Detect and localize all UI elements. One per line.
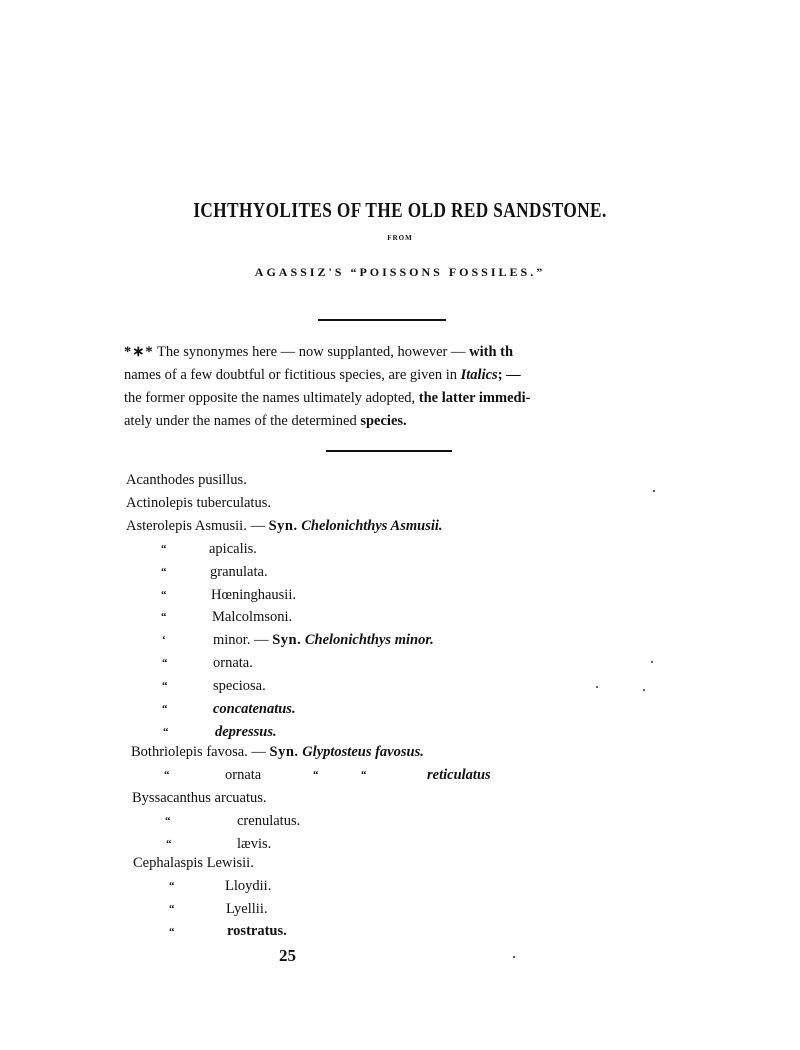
list-item [226,901,267,918]
list-item [212,609,292,626]
species-name: Byssacanthus arcuatus. [132,790,267,806]
species-name: Malcolmsoni. [212,609,293,625]
note-text: the latter immedi- [418,390,531,406]
ditto-mark: “ [361,769,367,781]
source-line: AGASSIZ'S “POISSONS FOSSILES.” [254,265,546,279]
ditto-mark: “ [161,543,167,555]
note-line-4 [124,410,654,433]
species-name: Lyellii. [226,901,268,917]
species-name: Lloydii. [225,878,272,894]
list-item [132,790,267,807]
print-speck [651,661,653,663]
note-text: ately under the names of the determined [124,413,361,429]
print-speck [653,490,655,492]
species-name: Bothriolepis favosa. — [131,744,270,760]
list-item [209,541,257,558]
from-label: FROM [387,234,413,242]
synonym-name: Chelonichthys Asmusii. [301,518,443,534]
note-text: species. [360,413,407,429]
ditto-mark: “ [162,657,168,669]
ditto-mark: “ [161,611,167,623]
ditto-mark: “ [169,880,175,892]
ditto-mark: “ [162,703,168,715]
ditto-mark: “ [161,566,167,578]
species-name: speciosa. [213,678,266,694]
note-text: names of a few doubtful or fictitious species, are given in [124,367,461,383]
list-item [131,744,424,761]
synonym-label: Syn. [269,744,299,760]
page-number: 25 [279,946,296,965]
synonym-name: Glyptosteus favosus. [302,744,424,760]
list-item [237,836,271,853]
species-name: Actinolepis tuberculatus. [126,495,271,511]
list-item [213,655,253,672]
middle-rule [326,450,452,452]
species-name: granulata. [210,564,268,580]
list-item [126,472,247,489]
print-speck [513,956,515,958]
species-name: crenulatus. [237,813,301,829]
ditto-mark: “ [163,726,169,738]
note-italic-word: Italics [460,367,498,383]
print-speck [643,689,645,691]
synonym-name: Chelonichthys minor. [304,632,434,648]
note-text: with th [469,344,514,360]
ditto-mark: “ [169,903,175,915]
list-item [213,632,434,649]
synonym-label: Syn. [272,632,302,648]
list-item [210,564,268,581]
print-speck [596,686,598,688]
note-line-2 [124,364,654,387]
list-item [427,767,491,784]
species-name: minor. — [213,632,273,648]
note-text: ; — [497,367,521,383]
synonym-name: reticulatus [427,767,491,783]
asterism: *∗* [124,344,154,360]
list-item [237,813,300,830]
note-line-1 [124,341,654,364]
ditto-mark: “ [165,815,171,827]
list-item [225,767,261,784]
list-item [213,678,266,695]
species-name: Asterolepis Asmusii. — [126,518,269,534]
species-name: ornata. [213,655,253,671]
ditto-mark: “ [164,769,170,781]
ditto-mark: “ [169,926,175,938]
top-rule [318,319,446,321]
species-name: lævis. [237,836,272,852]
ditto-mark: “ [166,838,172,850]
species-name: apicalis. [209,541,257,557]
list-item [227,923,287,940]
page-title: ICHTHYOLITES OF THE OLD RED SANDSTONE. [193,198,607,222]
list-item [213,701,296,718]
list-item [126,518,443,535]
species-name: Cephalaspis Lewisii. [133,855,254,871]
list-item [133,855,254,872]
list-item [225,878,271,895]
species-name: Hœninghausii. [211,587,296,603]
species-name: rostratus. [227,923,287,939]
list-item [126,495,271,512]
synonyms-note [124,341,654,433]
list-item [215,724,277,741]
note-line-3 [124,387,654,410]
ditto-mark: ‘ [162,634,166,646]
species-name: ornata [225,767,262,783]
synonym-name: depressus. [215,724,277,740]
synonym-name: concatenatus. [213,701,296,717]
note-text: The synonymes here — now supplanted, however — [157,344,470,360]
ditto-mark: “ [313,769,319,781]
species-name: Acanthodes pusillus. [126,472,247,488]
list-item [211,587,296,604]
note-text: the former opposite the names ultimately adopted, [124,390,419,406]
synonym-label: Syn. [268,518,298,534]
ditto-mark: “ [161,589,167,601]
ditto-mark: “ [162,680,168,692]
